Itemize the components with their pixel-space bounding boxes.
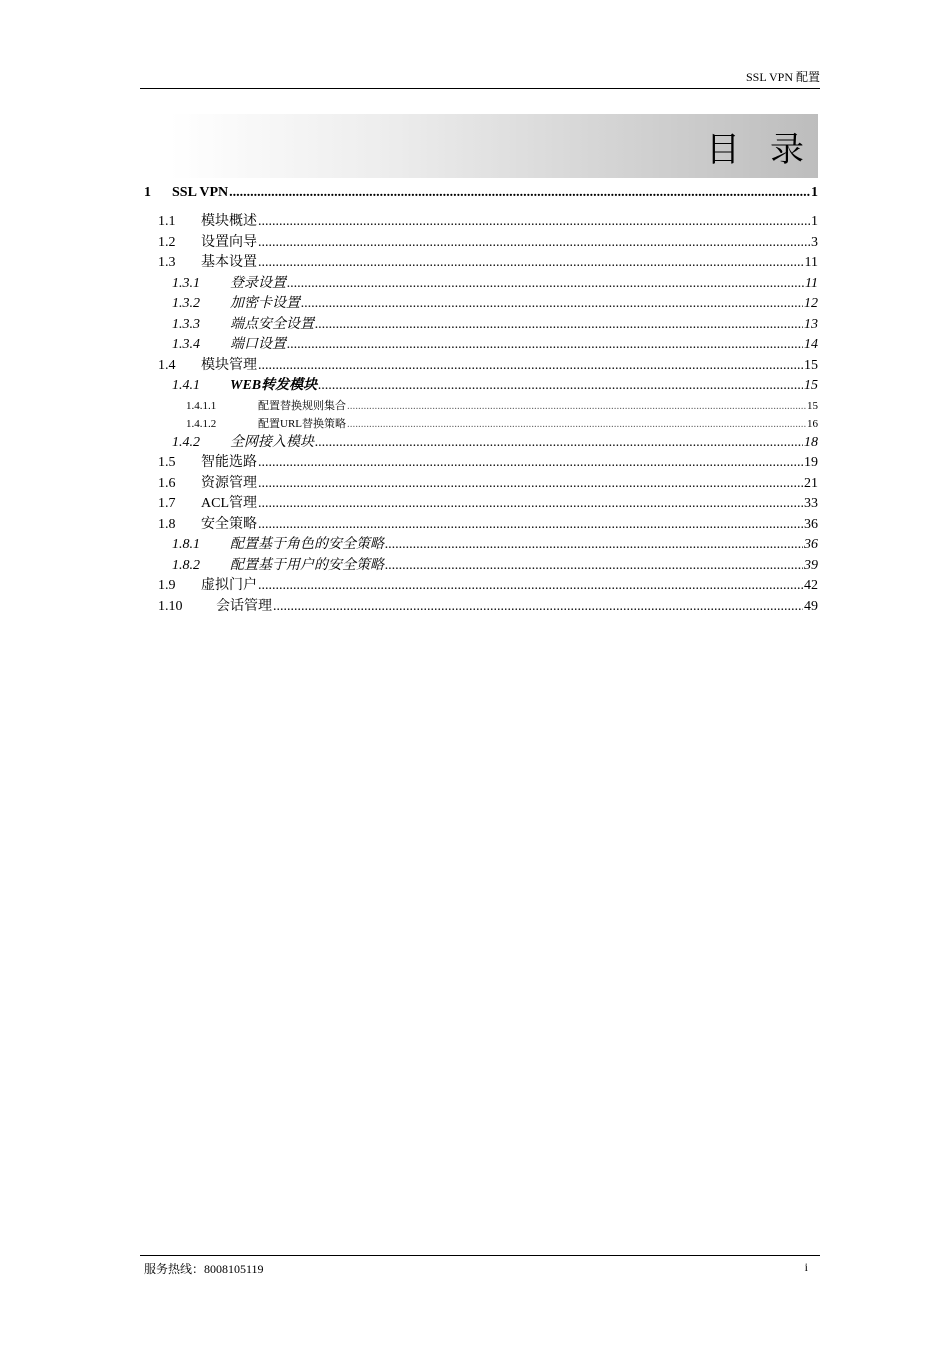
toc-leader-dots bbox=[385, 535, 803, 556]
toc-entry[interactable] bbox=[144, 453, 818, 474]
toc-entry-number: 1.9 bbox=[158, 578, 176, 593]
toc-entry-number: 1.8 bbox=[158, 516, 176, 532]
toc-entry-number: 1.3.1 bbox=[172, 275, 200, 291]
toc-leader-dots bbox=[385, 556, 803, 577]
toc-entry-number: 1.3.2 bbox=[172, 296, 200, 311]
toc-entry-label: 安全策略 bbox=[201, 516, 257, 532]
toc-entry-label: 模块概述 bbox=[201, 214, 257, 229]
toc-entry-number: 1.2 bbox=[158, 234, 176, 250]
toc-leader-dots bbox=[258, 253, 804, 274]
toc-leader-dots bbox=[347, 415, 806, 433]
toc-leader-dots bbox=[258, 474, 803, 495]
toc-leader-dots bbox=[347, 397, 806, 415]
toc-entry-label: 智能选路 bbox=[201, 455, 257, 470]
toc-entry-page: 1 bbox=[811, 214, 818, 229]
toc-entry-page: 11 bbox=[805, 275, 818, 291]
toc-entry-label: 配置URL替换策略 bbox=[258, 417, 346, 430]
toc-entry-number: 1.10 bbox=[158, 598, 183, 614]
toc-entry-number: 1.4.1 bbox=[172, 378, 200, 393]
toc-leader-dots bbox=[229, 182, 810, 204]
toc-leader-dots bbox=[258, 576, 803, 597]
toc-entry-label: 登录设置 bbox=[230, 275, 286, 291]
toc-entry-page: 39 bbox=[804, 557, 818, 573]
toc-entry-number: 1.4.1.2 bbox=[186, 417, 217, 430]
toc-entry-page: 3 bbox=[811, 234, 818, 250]
toc-entry-label: 资源管理 bbox=[201, 475, 257, 491]
toc-leader-dots bbox=[287, 335, 803, 356]
toc-leader-dots bbox=[318, 376, 803, 397]
toc-entry-page: 13 bbox=[804, 316, 818, 332]
toc-entry-number: 1.3.3 bbox=[172, 316, 200, 332]
toc-entry-label: 虚拟门户 bbox=[201, 578, 257, 593]
toc-leader-dots bbox=[258, 356, 803, 377]
toc-entry-number: 1.8.1 bbox=[172, 537, 200, 552]
toc-entry-page: 49 bbox=[804, 598, 818, 614]
toc-entry-number: 1.1 bbox=[158, 214, 176, 229]
toc-entry-page: 36 bbox=[804, 516, 818, 532]
toc-entry-label: 设置向导 bbox=[201, 234, 257, 250]
toc-entry[interactable] bbox=[144, 315, 818, 336]
toc-entry-label: 端口设置 bbox=[230, 337, 286, 352]
toc-entry-label: 模块管理 bbox=[201, 357, 257, 373]
toc-entry[interactable] bbox=[144, 397, 818, 415]
toc-entry-page: 16 bbox=[807, 417, 818, 430]
toc-entry-page: 11 bbox=[804, 255, 818, 270]
toc-entry[interactable] bbox=[144, 182, 818, 212]
toc-entry-label: 配置替换规则集合 bbox=[258, 399, 346, 412]
toc-entry-page: 19 bbox=[804, 455, 818, 470]
toc-entry-page: 42 bbox=[804, 578, 818, 593]
toc-title: 目录 bbox=[706, 130, 834, 170]
toc-entry-number: 1.4 bbox=[158, 357, 176, 373]
toc-entry-page: 15 bbox=[807, 399, 818, 412]
toc-entry-number: 1.4.1.1 bbox=[186, 399, 217, 412]
toc-entry-label: 配置基于用户的安全策略 bbox=[230, 557, 384, 573]
toc-entry[interactable] bbox=[144, 415, 818, 433]
toc-entry-page: 15 bbox=[804, 357, 818, 373]
toc-leader-dots bbox=[315, 315, 803, 336]
toc-title-banner bbox=[170, 114, 834, 178]
page-footer bbox=[140, 1255, 820, 1282]
toc-leader-dots bbox=[301, 294, 803, 315]
toc-leader-dots bbox=[258, 453, 803, 474]
footer-page-number: i bbox=[804, 1260, 808, 1274]
toc-entry[interactable] bbox=[144, 576, 818, 597]
toc-leader-dots bbox=[258, 494, 803, 515]
toc-entry-label: SSL VPN bbox=[172, 185, 229, 200]
toc-entry-label: 基本设置 bbox=[201, 255, 257, 270]
toc-entry-number: 1.3 bbox=[158, 255, 176, 270]
toc-entry[interactable] bbox=[144, 253, 818, 274]
toc-entry-number: 1.7 bbox=[158, 496, 176, 511]
toc-entry-page: 1 bbox=[811, 185, 818, 200]
toc-entry-page: 21 bbox=[804, 475, 818, 491]
toc-entry[interactable] bbox=[144, 274, 818, 295]
toc-entry-number: 1.8.2 bbox=[172, 557, 200, 573]
toc-entry-label: WEB转发模块 bbox=[230, 378, 318, 393]
page-header bbox=[140, 66, 820, 89]
toc-entry-page: 18 bbox=[804, 434, 818, 450]
toc-list bbox=[144, 182, 818, 617]
header-title: SSL VPN 配置 bbox=[745, 70, 820, 84]
toc-entry-number: 1 bbox=[144, 185, 151, 200]
toc-entry-number: 1.6 bbox=[158, 475, 176, 491]
toc-entry[interactable] bbox=[144, 212, 818, 233]
toc-entry[interactable] bbox=[144, 376, 818, 397]
toc-entry[interactable] bbox=[144, 515, 818, 536]
toc-entry[interactable] bbox=[144, 433, 818, 454]
toc-entry-page: 12 bbox=[804, 296, 818, 311]
toc-entry-label: 全网接入模块 bbox=[230, 434, 314, 450]
toc-leader-dots bbox=[258, 515, 803, 536]
toc-entry[interactable] bbox=[144, 535, 818, 556]
toc-leader-dots bbox=[258, 233, 810, 254]
toc-entry[interactable] bbox=[144, 474, 818, 495]
toc-entry-number: 1.3.4 bbox=[172, 337, 200, 352]
toc-leader-dots bbox=[258, 212, 810, 233]
toc-entry[interactable] bbox=[144, 294, 818, 315]
toc-entry[interactable] bbox=[144, 556, 818, 577]
toc-leader-dots bbox=[273, 597, 803, 618]
toc-entry-page: 33 bbox=[804, 496, 818, 511]
toc-entry-label: 会话管理 bbox=[216, 598, 272, 614]
toc-entry[interactable] bbox=[144, 335, 818, 356]
toc-entry-page: 14 bbox=[804, 337, 818, 352]
toc-leader-dots bbox=[315, 433, 803, 454]
toc-entry-page: 15 bbox=[804, 378, 818, 393]
toc-entry-label: 端点安全设置 bbox=[230, 316, 314, 332]
toc-entry[interactable] bbox=[144, 494, 818, 515]
toc-entry-page: 36 bbox=[804, 537, 818, 552]
toc-entry-label: ACL管理 bbox=[201, 496, 257, 511]
toc-entry-number: 1.5 bbox=[158, 455, 176, 470]
toc-entry[interactable] bbox=[144, 233, 818, 254]
toc-entry[interactable] bbox=[144, 356, 818, 377]
toc-leader-dots bbox=[287, 274, 804, 295]
footer-hotline: 服务热线：8008105119 bbox=[144, 1262, 264, 1276]
toc-entry-number: 1.4.2 bbox=[172, 434, 200, 450]
toc-entry[interactable] bbox=[144, 597, 818, 618]
toc-entry-label: 配置基于角色的安全策略 bbox=[230, 537, 384, 552]
toc-entry-label: 加密卡设置 bbox=[230, 296, 300, 311]
